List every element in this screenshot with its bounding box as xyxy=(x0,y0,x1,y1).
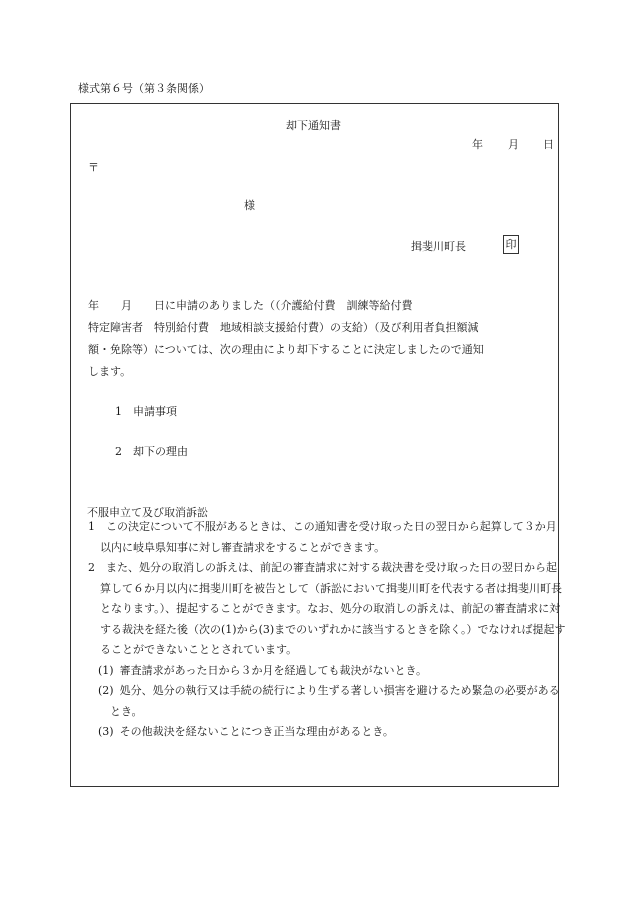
recipient-honorific: 様 xyxy=(244,199,255,212)
sub-item-number: (1) xyxy=(98,664,114,677)
item-rejection-reason: 2 却下の理由 xyxy=(115,445,188,458)
document-title: 却下通知書 xyxy=(286,119,341,132)
seal-mark: 印 xyxy=(503,235,519,254)
appeal-sub-item-1 xyxy=(98,661,566,682)
date-day-label: 日 xyxy=(543,138,554,151)
appeal-sub-item-2 xyxy=(98,681,566,722)
postal-mark: 〒 xyxy=(88,161,99,174)
appeal-sub-item-3 xyxy=(98,722,566,743)
body-paragraph: 年 月 日に申請のありました（（介護給付費 訓練等給付費 特定障害者 特別給付費 地域相談支援給付費）の支給）（及び利用者負担額減 額・免除等）については、次の理由により却下することに決定しましたので通知 します。 xyxy=(88,299,484,378)
sub-item-text: 処分、処分の執行又は手続の続行により生ずる著しい損害を避けるため緊急の必要があるとき。 xyxy=(110,684,560,718)
item-application-details: 1 申請事項 xyxy=(115,405,177,418)
form-number: 様式第６号（第３条関係） xyxy=(78,82,210,95)
appeal-heading: 不服申立て及び取消訴訟 xyxy=(87,506,208,519)
sub-item-number: (2) xyxy=(98,684,114,697)
sub-item-text: 審査請求があった日から３か月を経過しても裁決がないとき。 xyxy=(119,664,428,677)
appeal-notice-2: 2 また、処分の取消しの訴えは、前記の審査請求に対する裁決書を受け取った日の翌日から起算して６か月以内に揖斐川町を被告として（訴訟において揖斐川町を代表する者は揖斐川町長となります。）、提起することができます。なお、処分の取消しの訴えは、前記の審査請求に対する裁決を経た後（次の(1)から(3)までのいずれかに該当するときを除く。）でなければ提起することができないこととされています。 xyxy=(88,561,566,656)
date-year-label: 年 xyxy=(472,138,483,151)
date-month-label: 月 xyxy=(508,138,519,151)
appeal-notice-1: 1 この決定について不服があるときは、この通知書を受け取った日の翌日から起算して３か月以内に岐阜県知事に対し審査請求をすることができます。 xyxy=(88,520,557,554)
sub-item-text: その他裁決を経ないことにつき正当な理由があるとき。 xyxy=(119,725,394,738)
sub-item-number: (3) xyxy=(98,725,114,738)
issuer-title: 揖斐川町長 xyxy=(411,240,466,253)
